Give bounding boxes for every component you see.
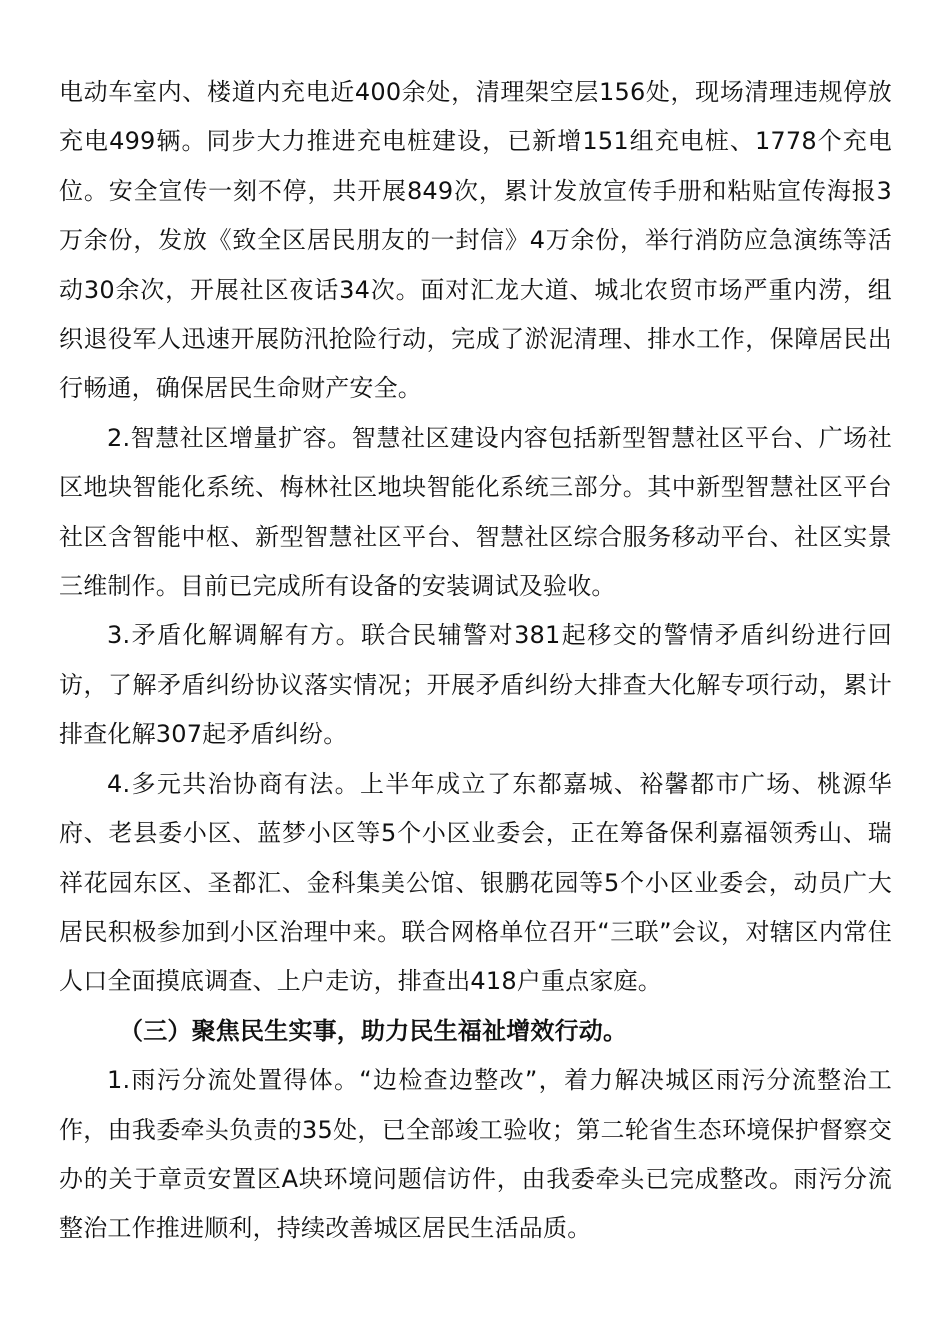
paragraph-dispute-mediation: 3.矛盾化解调解有方。联合民辅警对381起移交的警情矛盾纠纷进行回访，了解矛盾纠纷协议落实情况；开展矛盾纠纷大排查大化解专项行动，累计排查化解307起矛盾纠纷。 (59, 621, 892, 749)
section-heading: （三）聚焦民生实事，助力民生福祉增效行动。 (119, 1016, 628, 1045)
paragraph-smart-community: 2.智慧社区增量扩容。智慧社区建设内容包括新型智慧社区平台、广场社区地块智能化系统、梅林社区地块智能化系统三部分。其中新型智慧社区平台社区含智能中枢、新型智慧社区平台、智慧社区综合服务移动平台、社区实景三维制作。目前已完成所有设备的安装调试及验收。 (59, 423, 892, 601)
paragraph-rain-sewage: 1.雨污分流处置得体。“边检查边整改”，着力解决城区雨污分流整治工作，由我委牵头负责的35处，已全部竣工验收；第二轮省生态环境保护督察交办的关于章贡安置区A块环境问题信访件，由我委牵头已完成整改。雨污分流整治工作推进顺利，持续改善城区居民生活品质。 (59, 1066, 892, 1243)
paragraph-co-governance: 4.多元共治协商有法。上半年成立了东都嘉城、裕馨都市广场、桃源华府、老县委小区、蓝梦小区等5个小区业委会，正在筹备保利嘉福领秀山、瑞祥花园东区、圣都汇、金科集美公馆、银鹏花园等5个小区业委会，动员广大居民积极参加到小区治理中来。联合网格单位召开“三联”会议，对辖区内常住人口全面摸底调查、上户走访，排查出418户重点家庭。 (59, 769, 892, 996)
paragraph-continuation: 电动车室内、楼道内充电近400余处，清理架空层156处，现场清理违规停放充电499辆。同步大力推进充电桩建设，已新增151组充电桩、1778个充电位。安全宣传一刻不停，共开展849次，累计发放宣传手册和粘贴宣传海报3万余份，发放《致全区居民朋友的一封信》4万余份，举行消防应急演练等活动30余次，开展社区夜话34次。面对汇龙大道、城北农贸市场严重内涝，组织退役军人迅速开展防汛抢险行动，完成了淤泥清理、排水工作，保障居民出行畅通，确保居民生命财产安全。 (59, 78, 892, 403)
